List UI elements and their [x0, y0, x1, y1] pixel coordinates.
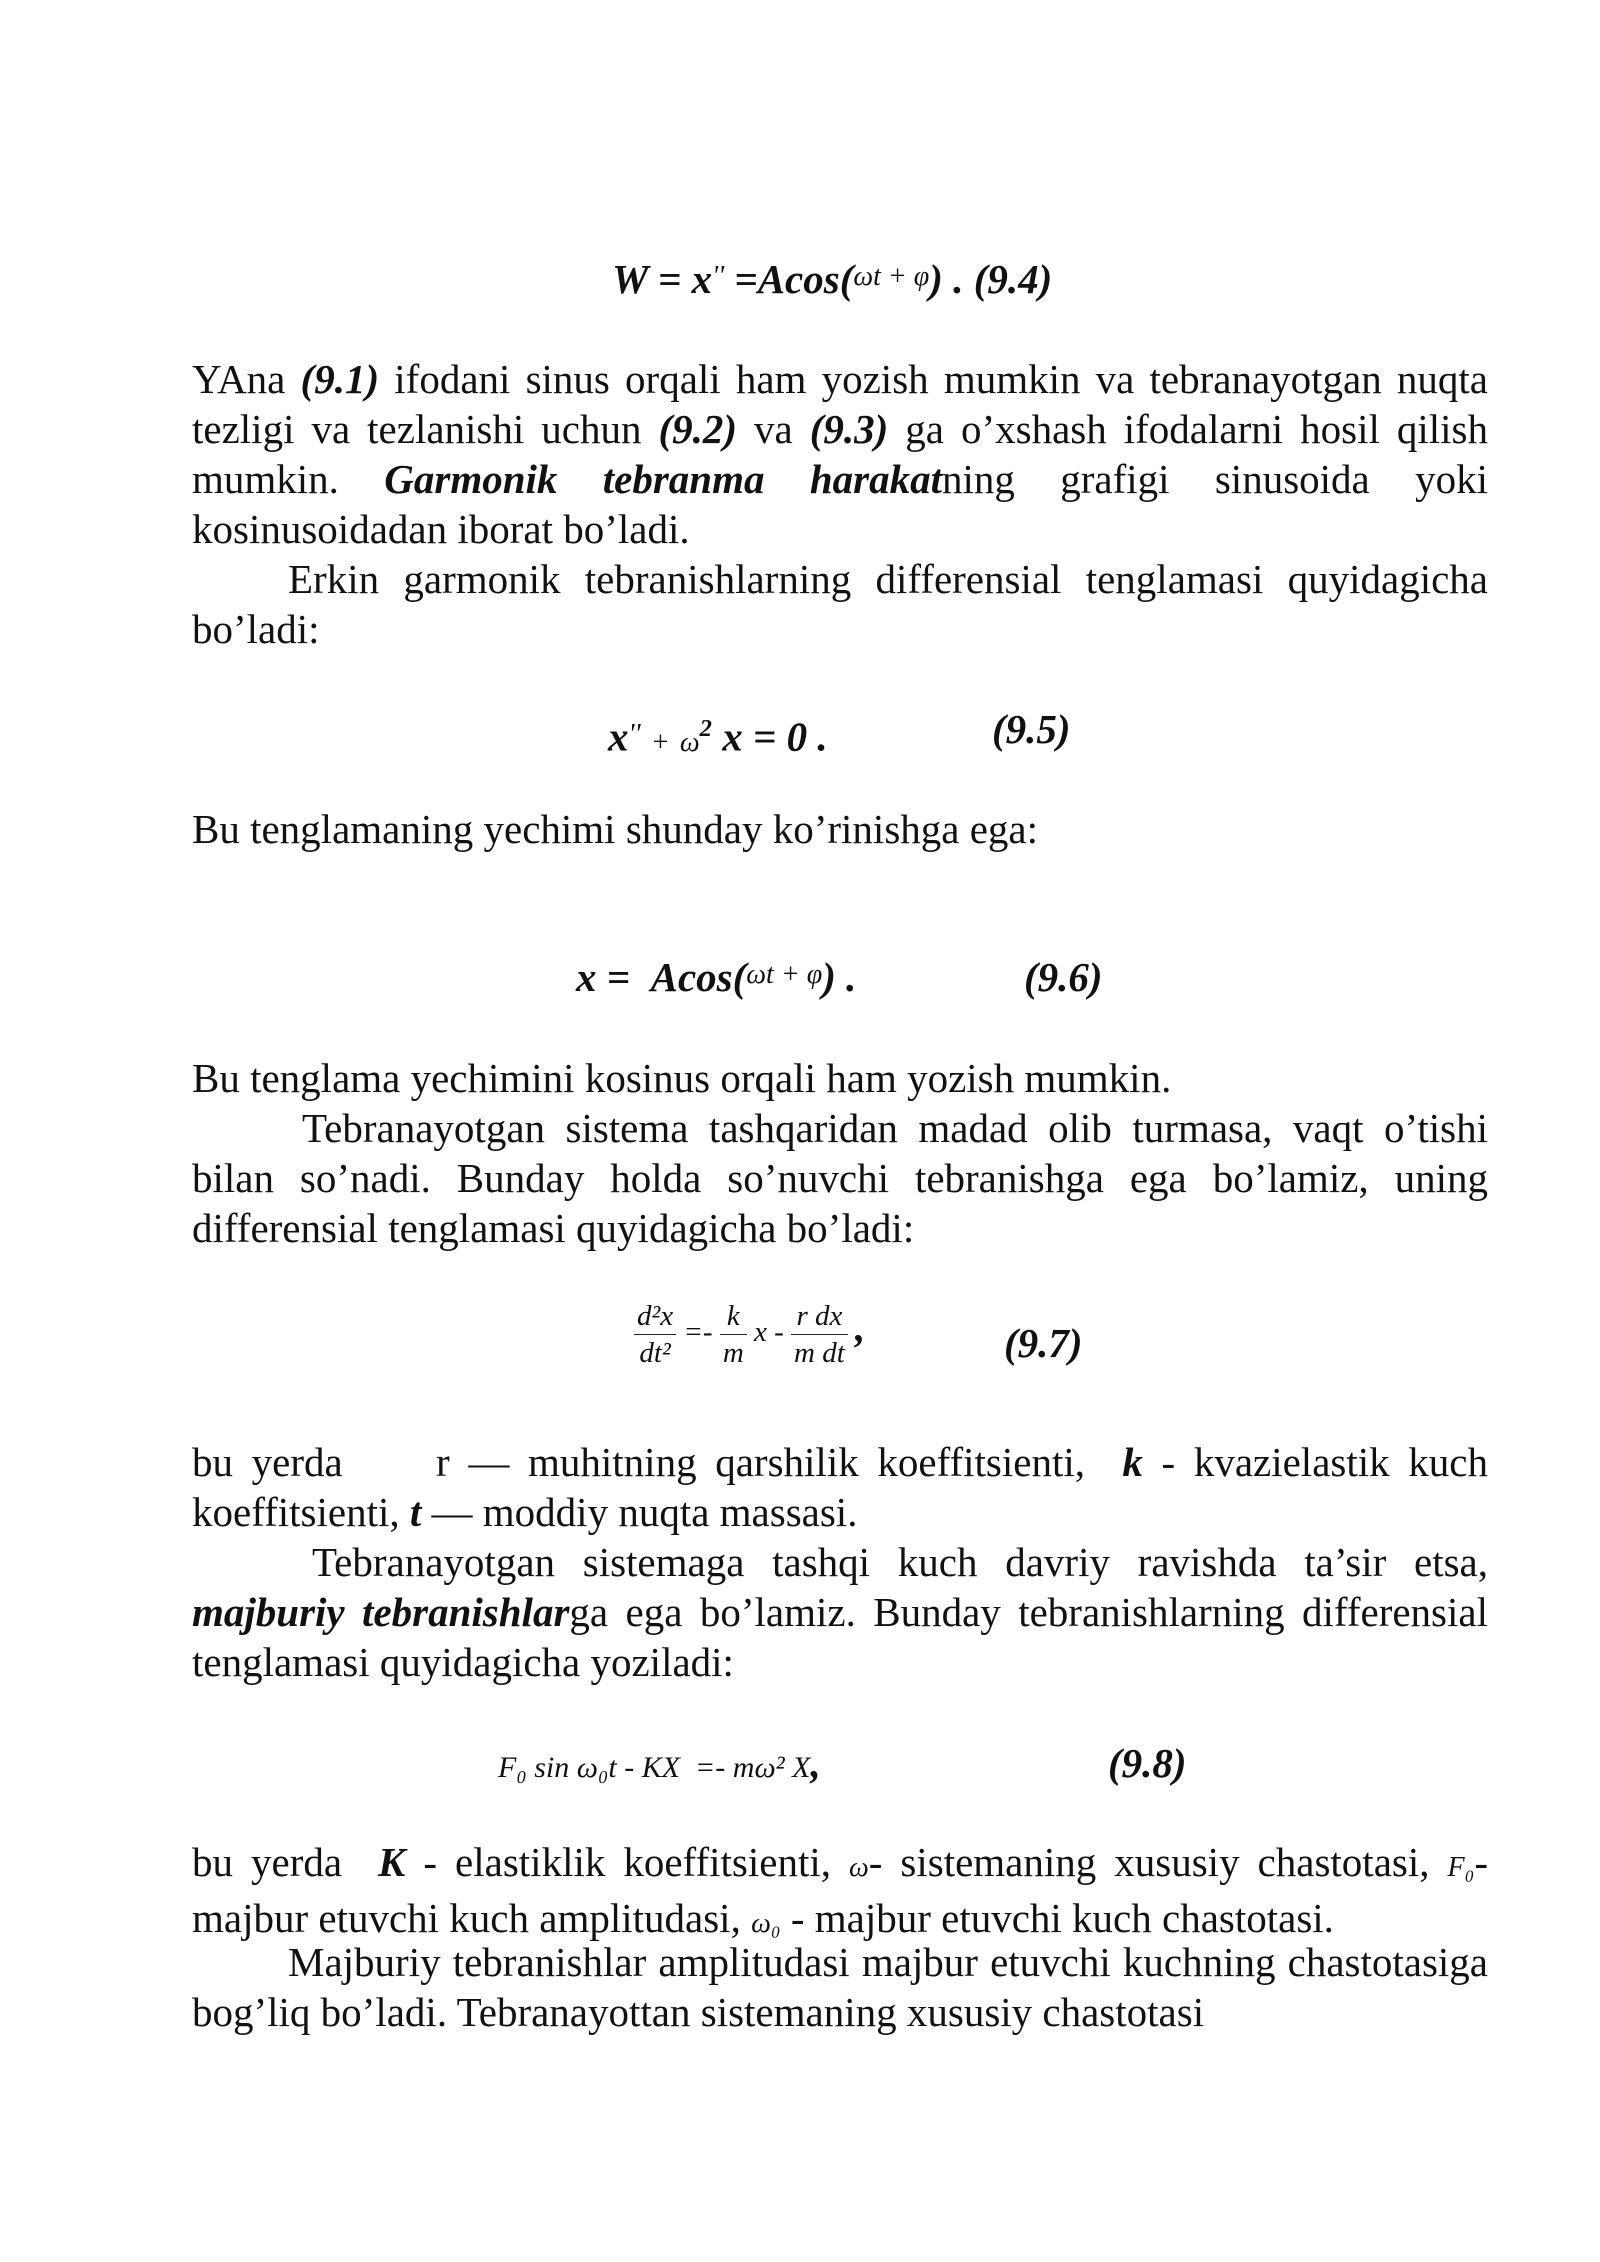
omega-symbol: ω — [679, 726, 700, 758]
paragraph-3: Bu tenglamaning yechimi shunday ko’rinishga ega: — [192, 806, 1039, 852]
paragraph-7 — [192, 1537, 1488, 1687]
symbol: F₀ — [1447, 1852, 1475, 1883]
equation-number: (9.4) — [973, 256, 1053, 302]
eq-dot: . — [953, 256, 964, 302]
fraction: $\frac{\text{r dx}}{\text{m dt}}$ — [791, 1298, 848, 1371]
paragraph-1 — [192, 354, 1488, 554]
eq-term: x - — [754, 1316, 784, 1349]
text-run: va — [737, 406, 810, 452]
term-highlight: majburiy tebranishlar — [192, 1589, 570, 1635]
eq-sign: = — [657, 256, 682, 302]
text-run: bu yerda — [192, 1839, 379, 1885]
eq-term: F₀ sin ω₀t - KX — [498, 1751, 681, 1784]
equation-number: (9.6) — [1024, 954, 1103, 1000]
eq-term: Acos( — [757, 256, 854, 302]
text-run: ning grafigi sinusoida yoki kosinusoidadan iborat bo’ladi. — [192, 456, 1488, 552]
text-run: - elastiklik koeffitsienti, — [405, 1839, 849, 1885]
omega-symbol: ω — [848, 1852, 869, 1883]
eq-term: Acos( — [650, 954, 747, 1000]
eq-term: x — [576, 954, 597, 1000]
eq-term: x — [608, 713, 629, 760]
symbol: k — [1122, 1439, 1143, 1485]
equation-9-4 — [612, 254, 1052, 310]
eq-sign: =- — [683, 1316, 713, 1349]
equation-reference: (9.2) — [658, 406, 738, 452]
text-run: - majbur etuvchi kuch chastotasi. — [780, 1895, 1334, 1941]
eq-argument: ωt + φ — [853, 261, 930, 292]
paragraph-5: Tebranayotgan sistema tashqaridan madad olib turmasa, vaqt o’tishi bilan so’nadi. Bunday holda so’nuvchi tebranishga ega bo’lamiz, uning differensial tenglamasi quyidagicha bo’ladi: — [192, 1105, 1488, 1251]
text-run: ga ega bo’lamiz. Bunday tebranishlarning differensial tenglamasi quyidagicha yoziladi: — [192, 1589, 1488, 1685]
eq-term: W — [612, 256, 648, 302]
text-run: ifodani sinus orqali ham yozish mumkin va tebranayotgan nuqta tezligi va tezlanishi uchun — [192, 356, 1489, 452]
paragraph-6 — [192, 1437, 1499, 1537]
text-run: ga o’xshash ifodalarni hosil qilish mumkin. — [192, 406, 1488, 502]
eq-dot: . — [846, 954, 857, 1000]
equation-reference: (9.1) — [300, 356, 380, 402]
eq-term: = 0 — [752, 713, 808, 760]
eq-comma: , — [810, 1740, 821, 1786]
prime-mark: '' — [712, 261, 725, 292]
symbol: t — [409, 1489, 422, 1535]
text-run: - sistemaning xususiy chastotasi, — [868, 1839, 1448, 1885]
equation-number: (9.8) — [1108, 1740, 1187, 1786]
eq-term: ) — [929, 256, 943, 302]
eq-argument: ωt + φ — [746, 959, 823, 990]
eq-sign: = — [606, 954, 631, 1000]
eq-term: x — [691, 256, 713, 302]
equation-9-7 — [634, 1298, 865, 1371]
paragraph-9: Majburiy tebranishlar amplitudasi majbur etuvchi kuchning chastotasiga bog’liq bo’ladi. Tebranayottan sistemaning xususiy chastotasi — [192, 1939, 1488, 2035]
equation-9-6 — [576, 952, 856, 1008]
paragraph-8 — [192, 1837, 1499, 1949]
eq-term: ) — [822, 954, 836, 1000]
paragraph-2: Erkin garmonik tebranishlarning differensial tenglamasi quyidagicha bo’ladi: — [192, 556, 1488, 652]
equation-9-8 — [498, 1738, 821, 1793]
eq-term: =- mω² X — [695, 1751, 811, 1784]
text-run: bu yerda r — muhitning qarshilik koeffitsienti, — [192, 1439, 1123, 1485]
eq-sign: + — [650, 726, 670, 758]
paragraph-4: Bu tenglama yechimini kosinus orqali ham yozish mumkin. — [192, 1055, 1172, 1101]
text-run: — moddiy nuqta massasi. — [421, 1489, 858, 1535]
omega-symbol: ω₀ — [751, 1908, 781, 1939]
prime-mark: '' — [628, 718, 641, 750]
text-run: YAna — [192, 356, 301, 402]
fraction: $\frac{\text{d²x}}{\text{dt²}}$ — [634, 1298, 676, 1371]
eq-dot: . — [817, 713, 828, 760]
equation-number: (9.5) — [992, 706, 1071, 752]
eq-comma: , — [855, 1304, 866, 1351]
equation-9-5 — [608, 704, 828, 768]
eq-term: x — [722, 713, 743, 760]
equation-number: (9.7) — [1004, 1320, 1083, 1366]
exponent: 2 — [699, 715, 712, 742]
term-highlight: Garmonik tebranma harakat — [384, 456, 942, 502]
eq-sign: = — [734, 256, 758, 302]
text-run: - majbur etuvchi kuch amplitudasi, — [192, 1839, 1499, 1941]
equation-reference: (9.3) — [809, 406, 889, 452]
text-run: Tebranayotgan sistemaga tashqi kuch davriy ravishda ta’sir etsa, — [312, 1539, 1488, 1585]
fraction: $\frac{k}{m}$ — [720, 1298, 747, 1371]
symbol: K — [378, 1839, 406, 1885]
text-run: - kvazielastik kuch koeffitsienti, — [192, 1439, 1499, 1535]
